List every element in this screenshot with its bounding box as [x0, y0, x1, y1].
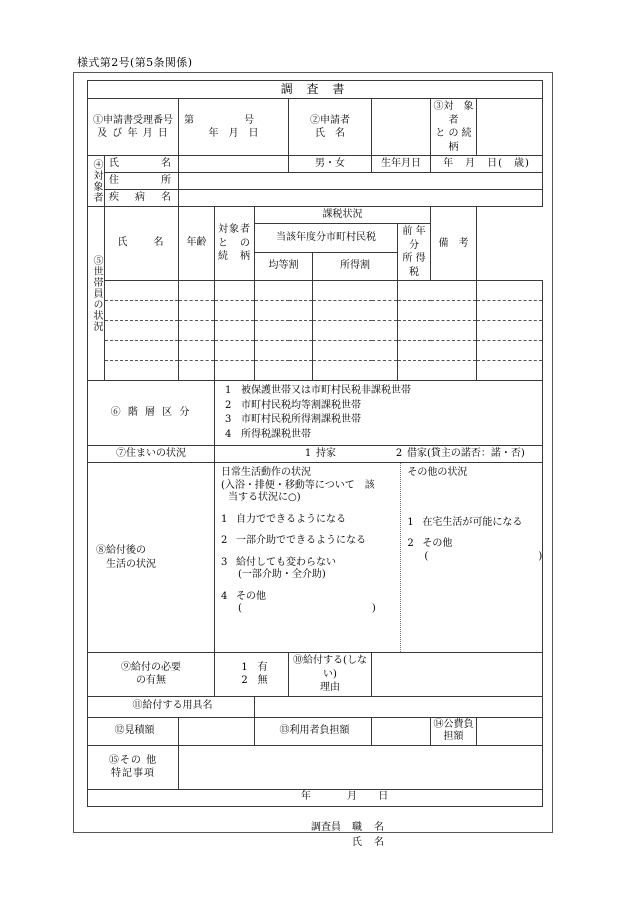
item1-value[interactable] — [179, 99, 289, 156]
household-cell-age[interactable] — [179, 281, 215, 301]
name-label: 氏 名 — [352, 836, 385, 848]
tier-options — [215, 381, 543, 446]
after-benefit-options — [215, 463, 543, 653]
necessity-options[interactable] — [215, 653, 289, 697]
subject-disease-field[interactable] — [179, 190, 543, 207]
other-status-option[interactable]: 1 在宅生活が可能になる — [407, 516, 523, 528]
household-cell-income-levy[interactable] — [313, 361, 398, 381]
item3-relation-field[interactable] — [477, 99, 543, 156]
household-cell-name[interactable] — [105, 321, 179, 341]
footer-block — [88, 789, 543, 848]
item1-label — [88, 99, 179, 156]
table-row — [88, 281, 543, 301]
subject-vertical-label: ④対象者 — [88, 156, 105, 207]
item3-label — [431, 99, 484, 156]
equipment-field[interactable] — [255, 696, 543, 717]
item2-label-line1: ②申請者 — [310, 114, 350, 126]
row-tier-classification — [88, 381, 543, 446]
housing-option-rented[interactable]: 2 借家(貸主の諾否：諾・否) — [395, 447, 525, 459]
adl-heading-line1: 日常生活動作の状況 — [221, 467, 311, 478]
other-status-option[interactable]: 2 その他 ( ) — [407, 538, 543, 562]
item2-label-line2: 氏 名 — [315, 128, 345, 139]
item2-label — [289, 99, 372, 156]
household-cell-remarks[interactable] — [477, 341, 543, 361]
household-cell-name[interactable] — [105, 361, 179, 381]
row-housing-status — [88, 446, 543, 463]
household-cell-name[interactable] — [105, 301, 179, 321]
estimate-field[interactable] — [179, 717, 255, 745]
necessity-option-no: 2 無 — [241, 675, 268, 687]
household-cell-income-levy[interactable] — [313, 341, 398, 361]
form-title: 調 査 書 — [88, 81, 543, 99]
tier-option[interactable]: 4 所得税課税世帯 — [225, 428, 311, 440]
row-subject-name — [88, 156, 543, 173]
household-cell-age[interactable] — [179, 321, 215, 341]
household-header-age: 年齢 — [179, 207, 215, 281]
table-row — [88, 301, 543, 321]
item1-label-line2: 及 び 年 月 日 — [97, 128, 169, 139]
table-row — [88, 361, 543, 381]
household-cell-per-capita[interactable] — [255, 281, 313, 301]
item3-label-line2: と の 続 柄 — [435, 128, 472, 153]
reason-label: ⑩給付する(しない) 理由 — [289, 653, 372, 697]
household-cell-name[interactable] — [105, 341, 179, 361]
form-number-label: 様式第2号(第5条関係) — [77, 56, 193, 69]
household-cell-per-capita[interactable] — [255, 321, 313, 341]
subject-name-label: 氏 名 — [105, 156, 179, 173]
household-cell-remarks[interactable] — [477, 321, 543, 341]
row-subject-address — [88, 173, 543, 190]
after-benefit-adl-column — [215, 463, 401, 652]
table-row — [88, 321, 543, 341]
notes-label: ⑮その 他 特記事項 — [88, 745, 179, 789]
adl-option[interactable]: 1 自力でできるようになる — [221, 513, 346, 525]
title-row — [88, 81, 543, 99]
household-cell-income-levy[interactable] — [313, 321, 398, 341]
investigation-date-line[interactable] — [90, 791, 540, 804]
subject-birth-field[interactable]: 年 月 日( 歳) — [431, 156, 543, 173]
housing-options — [215, 446, 543, 463]
investigator-name-line[interactable] — [300, 835, 385, 850]
item2-applicant-name-field[interactable] — [372, 99, 431, 156]
row-household-header-1 — [88, 207, 543, 224]
row-amounts — [88, 717, 543, 745]
subject-address-field[interactable] — [179, 173, 543, 190]
position-label: 職 名 — [352, 821, 385, 833]
household-cell-age[interactable] — [179, 341, 215, 361]
row-necessity — [88, 653, 543, 697]
adl-option[interactable]: 2 一部介助でできるようになる — [221, 535, 366, 546]
row-equipment — [88, 696, 543, 717]
household-cell-relation[interactable] — [215, 361, 255, 381]
subject-gender-label[interactable]: 男・女 — [289, 156, 372, 173]
household-header-remarks: 備 考 — [431, 207, 477, 281]
housing-label: ⑦住まいの状況 — [88, 446, 215, 463]
household-cell-per-capita[interactable] — [255, 361, 313, 381]
other-status-heading: その他の状況 — [407, 467, 468, 478]
estimate-label: ⑫見積額 — [88, 717, 179, 745]
necessity-option-yes: 1 有 — [241, 661, 268, 673]
household-header-income-levy: 所得割 — [313, 252, 398, 281]
household-cell-per-capita[interactable] — [255, 301, 313, 321]
item1-date-line: 年 月 日 — [208, 128, 259, 139]
subject-disease-label: 疾 病 名 — [105, 190, 179, 207]
public-share-label: ⑭公費負担額 — [431, 717, 477, 745]
household-cell-income-levy[interactable] — [313, 301, 398, 321]
household-cell-prev-year[interactable] — [398, 361, 477, 381]
row-notes — [88, 745, 543, 789]
date-month-label: 月 — [347, 791, 358, 803]
tier-option[interactable]: 1 被保護世帯又は市町村民税非課税世帯 — [225, 385, 411, 396]
equipment-label: ⑪給付する用具名 — [88, 696, 255, 717]
user-share-label: ⑬利用者負担額 — [255, 717, 372, 745]
household-header-per-capita: 均等割 — [255, 252, 313, 281]
investigator-position-line[interactable] — [300, 820, 385, 835]
tier-label: ⑥ 階 層 区 分 — [88, 381, 215, 446]
user-share-field[interactable] — [372, 717, 431, 745]
public-share-field[interactable] — [477, 717, 543, 745]
row-footer — [88, 789, 543, 806]
household-header-prev-year: 前 年 分 所 得 税 — [398, 224, 431, 281]
household-cell-remarks[interactable] — [477, 361, 543, 381]
household-cell-age[interactable] — [179, 361, 215, 381]
household-cell-per-capita[interactable] — [255, 341, 313, 361]
investigator-label: 調査員 — [311, 821, 341, 833]
household-vertical-label: ⑤世帯員の状況 — [88, 207, 105, 381]
date-year-label: 年 — [300, 791, 311, 803]
notes-field[interactable] — [179, 745, 543, 789]
housing-option-owned[interactable]: 1 持家 — [304, 447, 336, 459]
household-cell-relation[interactable] — [215, 321, 255, 341]
item3-label-line1: ③対 象 者 — [433, 101, 484, 126]
row-subject-disease — [88, 190, 543, 207]
household-cell-prev-year[interactable] — [398, 301, 477, 321]
reason-field[interactable] — [372, 653, 543, 697]
necessity-label: ⑨給付の必要 の有無 — [88, 653, 215, 697]
adl-option[interactable]: 3 給付しても変わらない (一部介助・全介助) — [221, 556, 336, 580]
tier-option[interactable]: 3 市町村民税所得割課税世帯 — [225, 414, 361, 425]
row-after-benefit — [88, 463, 543, 653]
household-header-tax-status: 課税状況 — [255, 207, 431, 224]
table-row — [88, 341, 543, 361]
item1-label-line1: ①申請書受理番号 — [93, 114, 173, 126]
after-benefit-label: ⑧給付後の 生活の状況 — [88, 463, 215, 653]
household-cell-prev-year[interactable] — [398, 281, 477, 301]
subject-name-field[interactable] — [179, 156, 289, 173]
household-cell-relation[interactable] — [215, 341, 255, 361]
household-header-name: 氏 名 — [105, 207, 179, 281]
household-header-relation: 対象者 と の 続 柄 — [215, 207, 255, 281]
household-cell-prev-year[interactable] — [398, 321, 477, 341]
adl-heading-line3: 当する状況に○) — [228, 492, 301, 503]
household-cell-name[interactable] — [105, 281, 179, 301]
date-day-label: 日 — [378, 791, 389, 803]
household-cell-relation[interactable] — [215, 301, 255, 321]
adl-heading-line2: (入浴・排便・移動等について 該 — [221, 479, 375, 491]
household-cell-prev-year[interactable] — [398, 341, 477, 361]
household-cell-age[interactable] — [179, 301, 215, 321]
subject-address-label: 住 所 — [105, 173, 179, 190]
household-cell-income-levy[interactable] — [313, 281, 398, 301]
item1-number-line: 第 号 — [184, 114, 254, 126]
household-cell-remarks[interactable] — [477, 281, 543, 301]
subject-birth-label: 生年月日 — [372, 156, 431, 173]
row-item1-2-3 — [88, 99, 543, 156]
adl-option[interactable]: 4 その他 ( ) — [221, 590, 376, 614]
household-cell-relation[interactable] — [215, 281, 255, 301]
household-header-municipal-tax: 当該年度分市町村民税 — [255, 224, 398, 253]
survey-form-table — [87, 80, 543, 848]
tier-option[interactable]: 2 市町村民税均等割課税世帯 — [225, 399, 361, 411]
investigator-signature-block — [300, 820, 385, 850]
after-benefit-other-column — [401, 463, 544, 652]
household-cell-remarks[interactable] — [477, 301, 543, 321]
